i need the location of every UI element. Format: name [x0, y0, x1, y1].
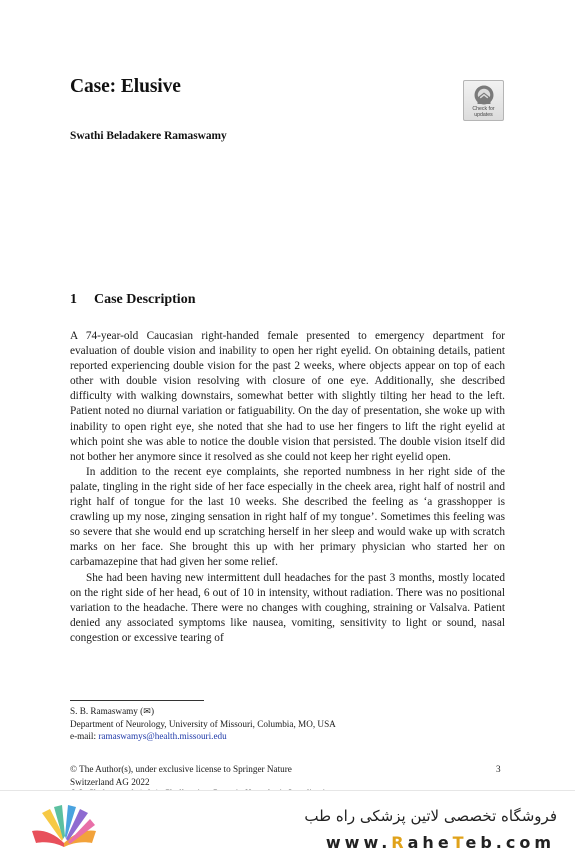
watermark-banner[interactable]: [0, 790, 575, 860]
page-number: 3: [496, 764, 501, 774]
section-heading: [70, 292, 196, 308]
paragraph: In addition to the recent eye complaints, she reported numbness in her right side of the palate, tingling in the right side of her face especially in the cheek area, right half of nostril and right half of tongue for the last 10 weeks. She described the feeling as ‘a grasshopper is crawling up my nose, zinging sensation in right half of my tongue’. Sometimes this feeling was so severe that she would end up scratching herself in her sleep and would wake up with scratch marks on her face. She brought this up with her primary physician who started her on carbamazepine that had given her some relief.: [70, 465, 505, 569]
section-title: Case Description: [94, 292, 196, 307]
author-footnote: [70, 705, 505, 743]
paragraph: She had been having new intermittent dull headaches for the past 3 months, mostly located on the right side of her head, 6 out of 10 in intensity, without radiation. There was no positional variation to the headache. There were no changes with coughing, straining or Valsalva. Patient denied any associated symptoms like nausea, vomiting, sensitivity to light or sound, nasal congestion or excessive tearing of: [70, 571, 505, 644]
url-mid: ahe: [407, 833, 453, 852]
footnote-divider: [70, 700, 204, 701]
copyright-line-2: Switzerland AG 2022: [70, 776, 150, 787]
open-book-logo-icon: [28, 803, 100, 849]
store-name: فروشگاه تخصصی لاتین پزشکی راه طب: [304, 807, 557, 825]
copyright-notice: [70, 763, 505, 788]
url-suffix: eb.com: [465, 833, 555, 852]
check-for-updates-badge[interactable]: [463, 80, 504, 121]
store-url[interactable]: [326, 833, 555, 852]
footnote-affiliation: Department of Neurology, University of Missouri, Columbia, MO, USA: [70, 718, 336, 729]
badge-line-2: updates: [474, 111, 493, 118]
footnote-email-line: [70, 730, 505, 743]
url-brand-letter: T: [452, 833, 466, 852]
email-label: e-mail:: [70, 731, 99, 742]
check-for-updates-icon: [473, 84, 495, 106]
chapter-author: Swathi Beladakere Ramaswamy: [70, 130, 227, 142]
copyright-line-1: © The Author(s), under exclusive license to Springer Nature: [70, 764, 292, 774]
paragraph: A 74-year-old Caucasian right-handed female presented to emergency department for evaluation of double vision and inability to open her right eyelid. On obtaining details, patient reported experiencing double vision for the past 2 weeks, where objects appear on top of each other with double vision resolving with closure of one eye. Additionally, she described difficulty with walking downstairs, somewhat better with slightly tilting her head to the left. Patient noted no diurnal variation or fatiguability. On the day of presentation, she woke up with inability to open right eye, she noted that she had to use her fingers to lift the right eyelid at which point she was able to notice the double vision that persisted. The double vision itself did not bother her anymore since it resolved as she could not keep her right eyelid open.: [70, 330, 505, 463]
badge-line-1: Check for: [472, 106, 495, 112]
section-number: 1: [70, 292, 77, 307]
footnote-author-name: S. B. Ramaswamy (✉): [70, 706, 154, 716]
body-text: [70, 329, 505, 646]
url-brand-letter: R: [391, 833, 408, 852]
url-prefix: www.: [325, 833, 392, 852]
badge-text: [472, 107, 494, 118]
email-link[interactable]: ramaswamys@health.missouri.edu: [98, 731, 227, 742]
chapter-title: Case: Elusive: [70, 76, 181, 97]
